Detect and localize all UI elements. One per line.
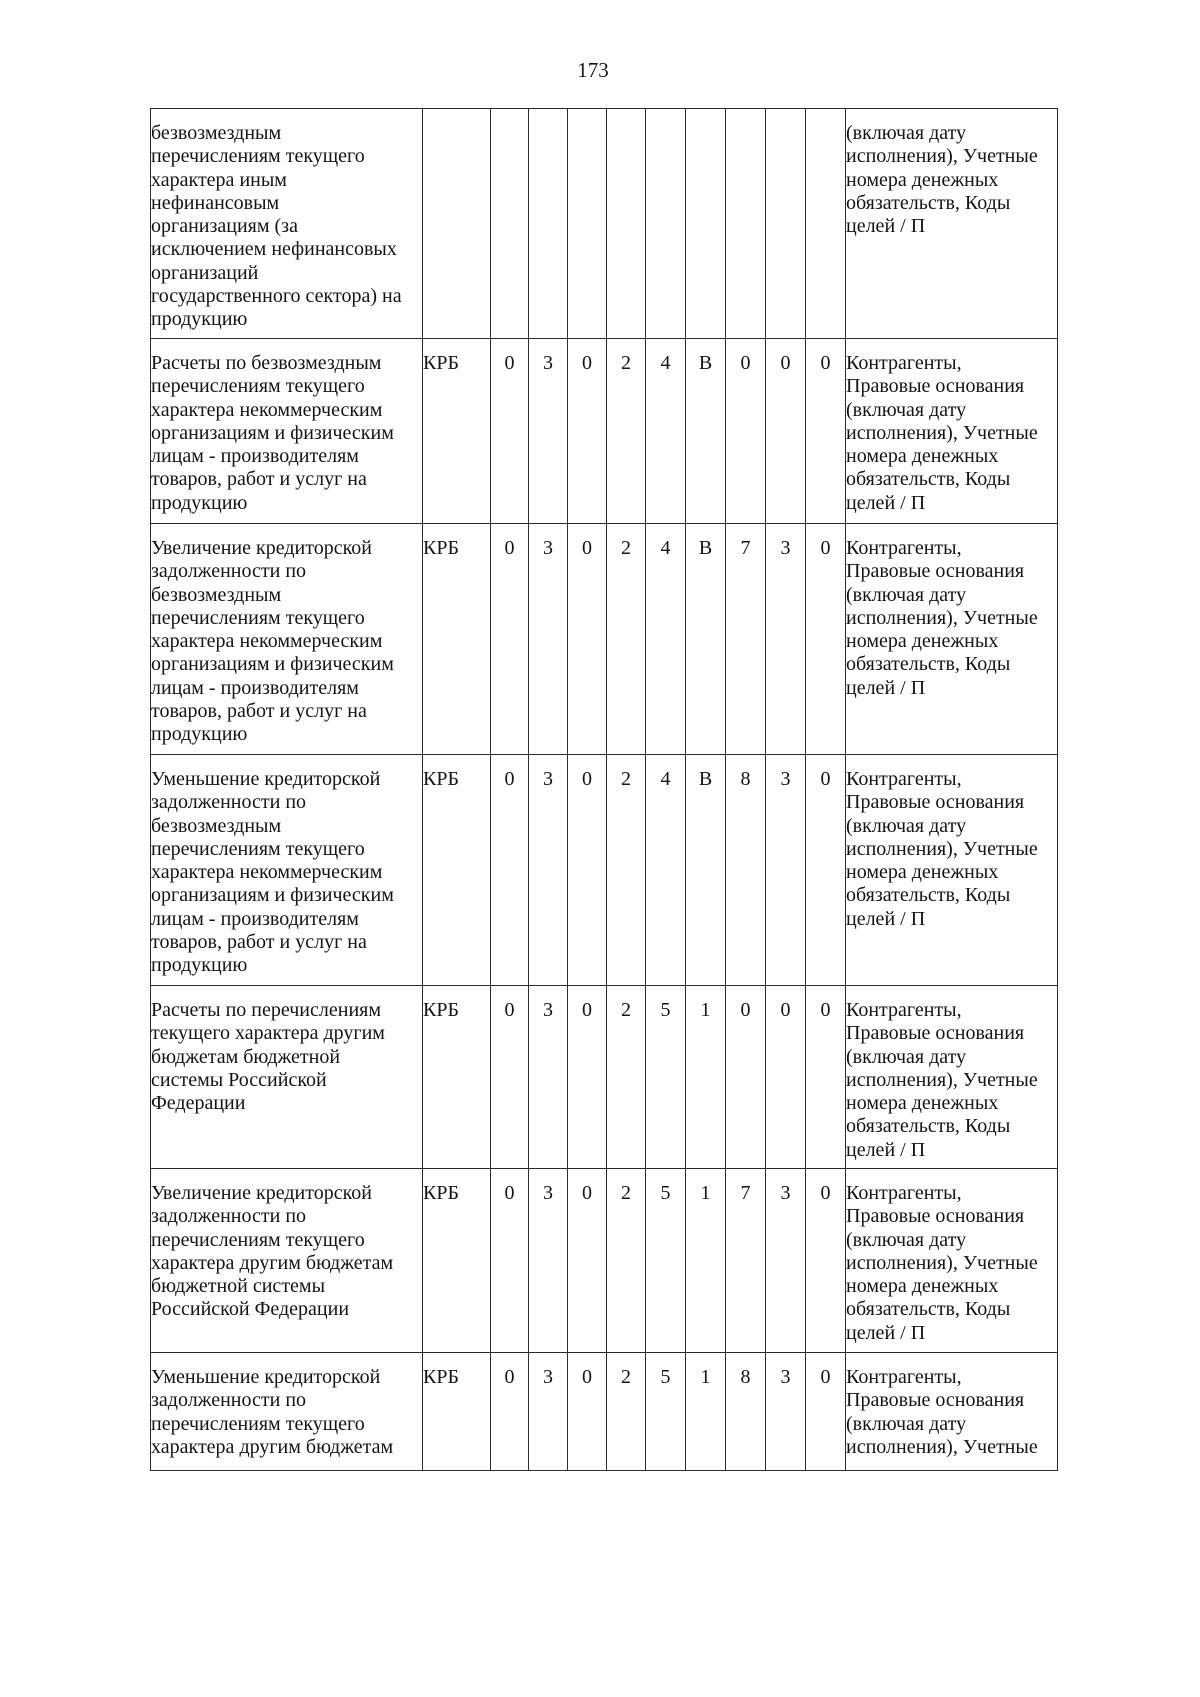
code-digit: 2 (607, 755, 646, 986)
code-digit: 0 (806, 755, 846, 986)
row-description: Расчеты по безвозмездным перечислениям текущего характера некоммерческим организациям и физическим лицам - производителям товаров, работ и услуг на продукцию (151, 339, 423, 524)
code-digit: 0 (806, 986, 846, 1169)
code-digit: 5 (646, 986, 686, 1169)
code-digit: 2 (607, 1353, 646, 1471)
ledger-table (150, 108, 1058, 1471)
row-description: Уменьшение кредиторской задолженности по безвозмездным перечислениям текущего характера некоммерческим организациям и физическим лицам - производителям товаров, работ и услуг на продукцию (151, 755, 423, 986)
table-row (151, 1169, 1058, 1353)
code-digit: 2 (607, 524, 646, 755)
code-digit: 3 (766, 1353, 806, 1471)
code-digit: 1 (686, 1353, 726, 1471)
code-digit: 0 (726, 986, 766, 1169)
code-type: КРБ (423, 524, 491, 755)
analytics-cell: Контрагенты, Правовые основания (включая дату исполнения), Учетные номера денежных обязательств, Коды целей / П (846, 524, 1058, 755)
table-row (151, 755, 1058, 986)
code-digit: 0 (766, 986, 806, 1169)
analytics-cell: Контрагенты, Правовые основания (включая дату исполнения), Учетные номера денежных обязательств, Коды целей / П (846, 755, 1058, 986)
analytics-cell: Контрагенты, Правовые основания (включая дату исполнения), Учетные номера денежных обязательств, Коды целей / П (846, 986, 1058, 1169)
code-digit (686, 109, 726, 339)
code-digit (806, 109, 846, 339)
analytics-cell: (включая дату исполнения), Учетные номера денежных обязательств, Коды целей / П (846, 109, 1058, 339)
code-digit: 7 (726, 1169, 766, 1353)
code-digit: 0 (491, 986, 529, 1169)
code-digit: 0 (568, 339, 607, 524)
code-digit: 3 (529, 524, 568, 755)
code-digit: 4 (646, 524, 686, 755)
code-type: КРБ (423, 339, 491, 524)
code-digit: 0 (491, 1353, 529, 1471)
code-type (423, 109, 491, 339)
code-digit: 3 (766, 755, 806, 986)
code-digit (766, 109, 806, 339)
code-digit: 8 (726, 1353, 766, 1471)
code-digit: 2 (607, 339, 646, 524)
code-digit: 3 (529, 1169, 568, 1353)
code-digit: 0 (806, 339, 846, 524)
table-row (151, 109, 1058, 339)
code-digit (568, 109, 607, 339)
code-digit: 4 (646, 339, 686, 524)
code-digit (646, 109, 686, 339)
code-type: КРБ (423, 1353, 491, 1471)
code-digit: 0 (726, 339, 766, 524)
table-row (151, 339, 1058, 524)
code-type: КРБ (423, 986, 491, 1169)
code-type: КРБ (423, 1169, 491, 1353)
code-digit: 3 (766, 524, 806, 755)
row-description: Увеличение кредиторской задолженности по безвозмездным перечислениям текущего характера некоммерческим организациям и физическим лицам - производителям товаров, работ и услуг на продукцию (151, 524, 423, 755)
analytics-cell: Контрагенты, Правовые основания (включая дату исполнения), Учетные номера денежных обязательств, Коды целей / П (846, 339, 1058, 524)
code-digit: 0 (806, 524, 846, 755)
code-digit (491, 109, 529, 339)
code-digit: 0 (568, 524, 607, 755)
code-digit: 0 (491, 1169, 529, 1353)
code-digit: 3 (529, 986, 568, 1169)
code-digit: 3 (529, 339, 568, 524)
code-digit: 0 (491, 755, 529, 986)
code-digit: В (686, 339, 726, 524)
code-digit: 4 (646, 755, 686, 986)
code-digit: 8 (726, 755, 766, 986)
code-digit: 0 (766, 339, 806, 524)
code-digit: 0 (568, 755, 607, 986)
code-digit: 5 (646, 1353, 686, 1471)
code-digit: 1 (686, 986, 726, 1169)
page-number: 173 (577, 58, 609, 82)
code-digit: 0 (491, 524, 529, 755)
table-row (151, 986, 1058, 1169)
row-description: Уменьшение кредиторской задолженности по перечислениям текущего характера другим бюджетам (151, 1353, 423, 1471)
code-digit: В (686, 524, 726, 755)
code-digit: 0 (568, 986, 607, 1169)
row-description: Расчеты по перечислениям текущего характера другим бюджетам бюджетной системы Российской Федерации (151, 986, 423, 1169)
table-row (151, 524, 1058, 755)
code-digit: 0 (568, 1169, 607, 1353)
code-digit: 0 (806, 1169, 846, 1353)
code-digit: 0 (806, 1353, 846, 1471)
row-description: Увеличение кредиторской задолженности по перечислениям текущего характера другим бюджетам бюджетной системы Российской Федерации (151, 1169, 423, 1353)
code-digit (607, 109, 646, 339)
code-type: КРБ (423, 755, 491, 986)
code-digit: 5 (646, 1169, 686, 1353)
code-digit: 3 (529, 1353, 568, 1471)
code-digit: 0 (568, 1353, 607, 1471)
code-digit (726, 109, 766, 339)
code-digit: В (686, 755, 726, 986)
code-digit: 3 (766, 1169, 806, 1353)
row-description: безвозмездным перечислениям текущего характера иным нефинансовым организациям (за исключением нефинансовых организаций государственного сектора) на продукцию (151, 109, 423, 339)
code-digit: 3 (529, 755, 568, 986)
table-row (151, 1353, 1058, 1471)
code-digit: 2 (607, 986, 646, 1169)
code-digit: 7 (726, 524, 766, 755)
code-digit: 2 (607, 1169, 646, 1353)
code-digit: 0 (491, 339, 529, 524)
code-digit: 1 (686, 1169, 726, 1353)
analytics-cell: Контрагенты, Правовые основания (включая дату исполнения), Учетные (846, 1353, 1058, 1471)
analytics-cell: Контрагенты, Правовые основания (включая дату исполнения), Учетные номера денежных обязательств, Коды целей / П (846, 1169, 1058, 1353)
code-digit (529, 109, 568, 339)
